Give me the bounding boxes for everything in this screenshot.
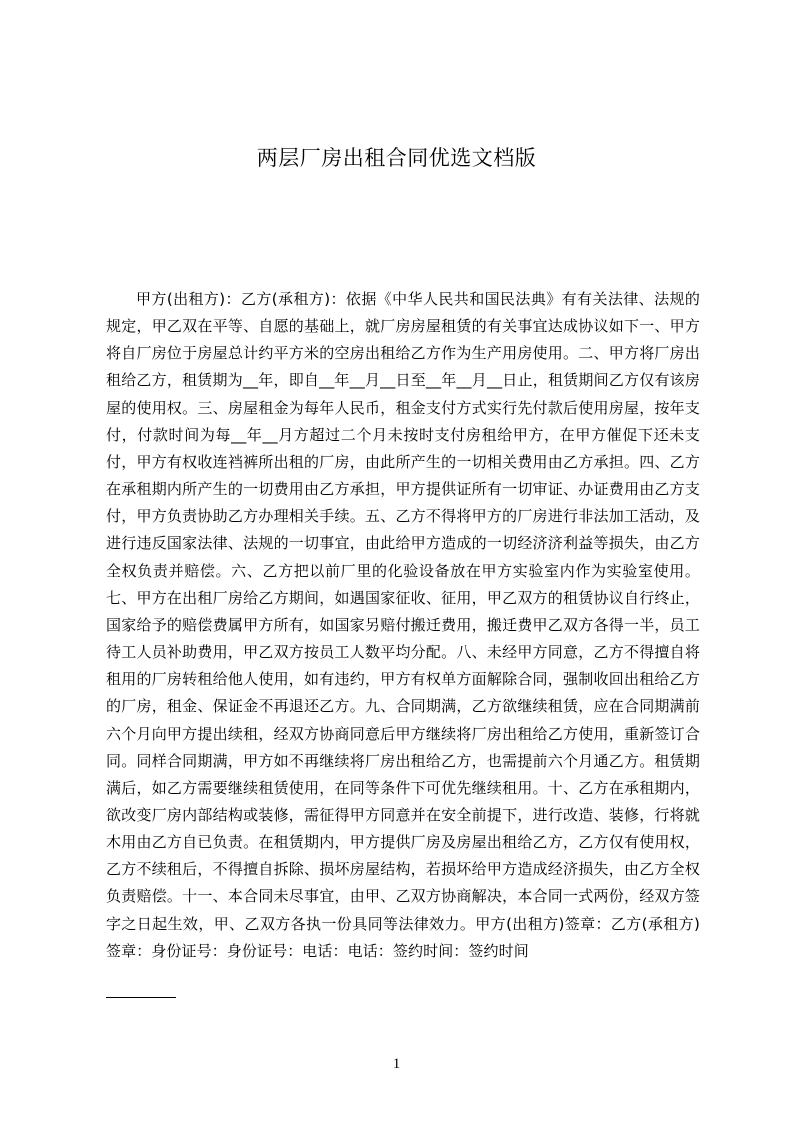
footnote-divider [106,997,176,998]
contract-body-text: 甲方(出租方)：乙方(承租方)：依据《中华人民共和国民法典》有有关法律、法规的规定，甲乙双在平等、自愿的基础上，就厂房房屋租赁的有关事宜达成协议如下一、甲方将自厂房位于房屋总计约平方米的空房出租给乙方作为生产用房使用。二、甲方将厂房出租给乙方，租赁期为__年，即自__年__月__日至__年__月__日止，租赁期间乙方仅有该房屋的使用权。三、房屋租金为每年人民币，租金支付方式实行先付款后使用房屋，按年支付，付款时间为每__年__月方超过二个月未按时支付房租给甲方，在甲方催促下还未支付，甲方有权收连裆裤所出租的厂房，由此所产生的一切相关费用由乙方承担。四、乙方在承租期内所产生的一切费用由乙方承担，甲方提供证所有一切审证、办证费用由乙方支付，甲方负责协助乙方办理相关手续。五、乙方不得将甲方的厂房进行非法加工活动，及进行违反国家法律、法规的一切事宜，由此给甲方造成的一切经济济利益等损失，由乙方全权负责并赔偿。六、乙方把以前厂里的化验设备放在甲方实验室内作为实验室使用。七、甲方在出租厂房给乙方期间，如遇国家征收、征用，甲乙双方的租赁协议自行终止，国家给予的赔偿费属甲方所有，如国家另赔付搬迁费用，搬迁费甲乙双方各得一半，员工待工人员补助费用，甲乙双方按员工人数平均分配。八、未经甲方同意，乙方不得擅自将租用的厂房转租给他人使用，如有违约，甲方有权单方面解除合同，强制收回出租给乙方的厂房，租金、保证金不再退还乙方。九、合同期满，乙方欲继续租赁，应在合同期满前六个月向甲方提出续租，经双方协商同意后甲方继续将厂房出租给乙方使用，重新签订合同。同样合同期满，甲方如不再继续将厂房出租给乙方，也需提前六个月通乙方。租赁期满后，如乙方需要继续租赁使用，在同等条件下可优先继续租用。十、乙方在承租期内，欲改变厂房内部结构或装修，需征得甲方同意并在安全前提下，进行改造、装修，行将就木用由乙方自已负责。在租赁期内，甲方提供厂房及房屋出租给乙方，乙方仅有使用权，乙方不续租后，不得擅自拆除、损坏房屋结构，若损坏给甲方造成经济损失，由乙方全权负责赔偿。十一、本合同未尽事宜，由甲、乙双方协商解决，本合同一式两份，经双方签字之日起生效，甲、乙双方各执一份具同等法律效力。甲方(出租方)签章：乙方(承租方)签章：身份证号：身份证号：电话：电话：签约时间：签约时间 [106,290,700,960]
document-title: 两层厂房出租合同优选文档版 [256,146,537,170]
page-number: 1 [392,1056,401,1072]
